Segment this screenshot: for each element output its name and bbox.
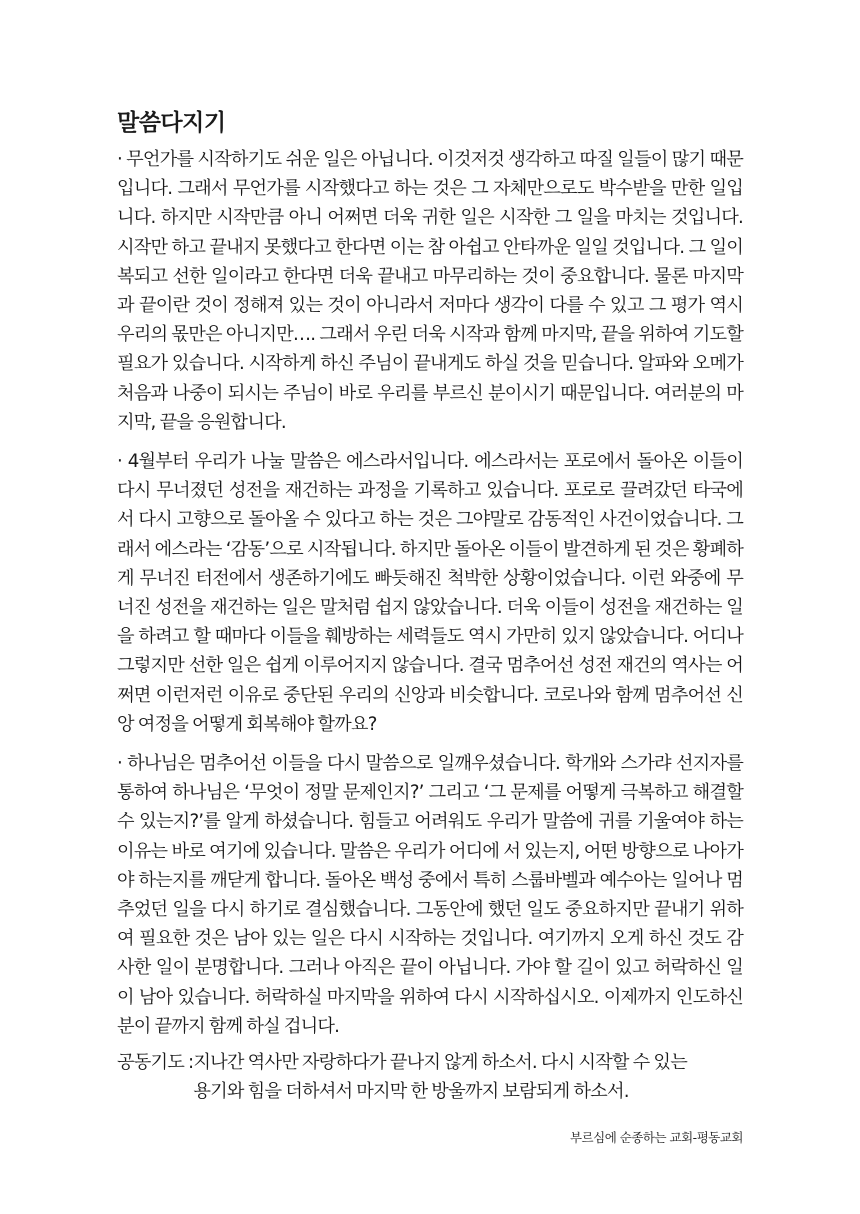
prayer-text [193, 1048, 743, 1106]
footer-motto: 부르심에 순종하는 교회-평동교회 [569, 1130, 743, 1145]
prayer-label: 공동기도 : [117, 1052, 194, 1073]
common-prayer [117, 1048, 743, 1106]
paragraph-2: · 4월부터 우리가 나눌 말씀은 에스라서입니다. 에스라서는 포로에서 돌아온 이들이 다시 무너졌던 성전을 재건하는 과정을 기록하고 있습니다. 포로로 끌려갔던 타국에서 다시 고향으로 돌아올 수 있다고 하는 것은 그야말로 감동적인 사건이었습니다. 그래서 에스라는 ‘감동’으로 시작됩니다. 하지만 돌아온 이들이 발견하게 된 것은 황폐하게 무너진 터전에서 생존하기에도 빠듯해진 척박한 상황이었습니다. 이런 와중에 무너진 성전을 재건하는 일은 말처럼 쉽지 않았습니다. 더욱 이들이 성전을 재건하는 일을 하려고 할 때마다 이들을 훼방하는 세력들도 역시 가만히 있지 않았습니다. 어디나 그렇지만 선한 일은 쉽게 이루어지지 않습니다. 결국 멈추어선 성전 재건의 역사는 어쩌면 이런저런 이유로 중단된 우리의 신앙과 비슷합니다. 코로나와 함께 멈추어선 신앙 여정을 어떻게 회복해야 할까요? [117, 451, 743, 735]
paragraph-1: · 무언가를 시작하기도 쉬운 일은 아닙니다. 이것저것 생각하고 따질 일들이 많기 때문입니다. 그래서 무언가를 시작했다고 하는 것은 그 자체만으로도 박수받을 만한 일입니다. 하지만 시작만큼 아니 어쩌면 더욱 귀한 일은 시작한 그 일을 마치는 것입니다. 시작만 하고 끝내지 못했다고 한다면 이는 참 아쉽고 안타까운 일일 것입니다. 그 일이 복되고 선한 일이라고 한다면 더욱 끝내고 마무리하는 것이 중요합니다. 물론 마지막과 끝이란 것이 정해져 있는 것이 아니라서 저마다 생각이 다를 수 있고 그 평가 역시 우리의 몫만은 아니지만…. 그래서 우린 더욱 시작과 함께 마지막, 끝을 위하여 기도할 필요가 있습니다. 시작하게 하신 주님이 끝내게도 하실 것을 믿습니다. 알파와 오메가 처음과 나중이 되시는 주님이 바로 우리를 부르신 분이시기 때문입니다. 여러분의 마지막, 끝을 응원합니다. [117, 149, 743, 433]
section-title: 말씀다지기 [117, 110, 226, 136]
prayer-line-2: 용기와 힘을 더하셔서 마지막 한 방울까지 보람되게 하소서. [193, 1081, 629, 1103]
paragraph-3: · 하나님은 멈추어선 이들을 다시 말씀으로 일깨우셨습니다. 학개와 스가랴 선지자를 통하여 하나님은 ‘무엇이 정말 문제인지?’ 그리고 ‘그 문제를 어떻게 극복하고 해결할 수 있는지?’를 알게 하셨습니다. 힘들고 어려워도 우리가 말씀에 귀를 기울여야 하는 이유는 바로 여기에 있습니다. 말씀은 우리가 어디에 서 있는지, 어떤 방향으로 나아가야 하는지를 깨닫게 합니다. 돌아온 백성 중에서 특히 스룹바벨과 예수아는 일어나 멈추었던 일을 다시 하기로 결심했습니다. 그동안에 했던 일도 중요하지만 끝내기 위하여 필요한 것은 남아 있는 일은 다시 시작하는 것입니다. 여기까지 오게 하신 것도 감사한 일이 분명합니다. 그러나 아직은 끝이 아닙니다. 가야 할 길이 있고 허락하신 일이 남아 있습니다. 허락하실 마지막을 위하여 다시 시작하십시오. 이제까지 인도하신 분이 끝까지 함께 하실 겁니다. [117, 753, 743, 1037]
prayer-line-1: 지나간 역사만 자랑하다가 끝나지 않게 하소서. 다시 시작할 수 있는 [193, 1052, 687, 1073]
